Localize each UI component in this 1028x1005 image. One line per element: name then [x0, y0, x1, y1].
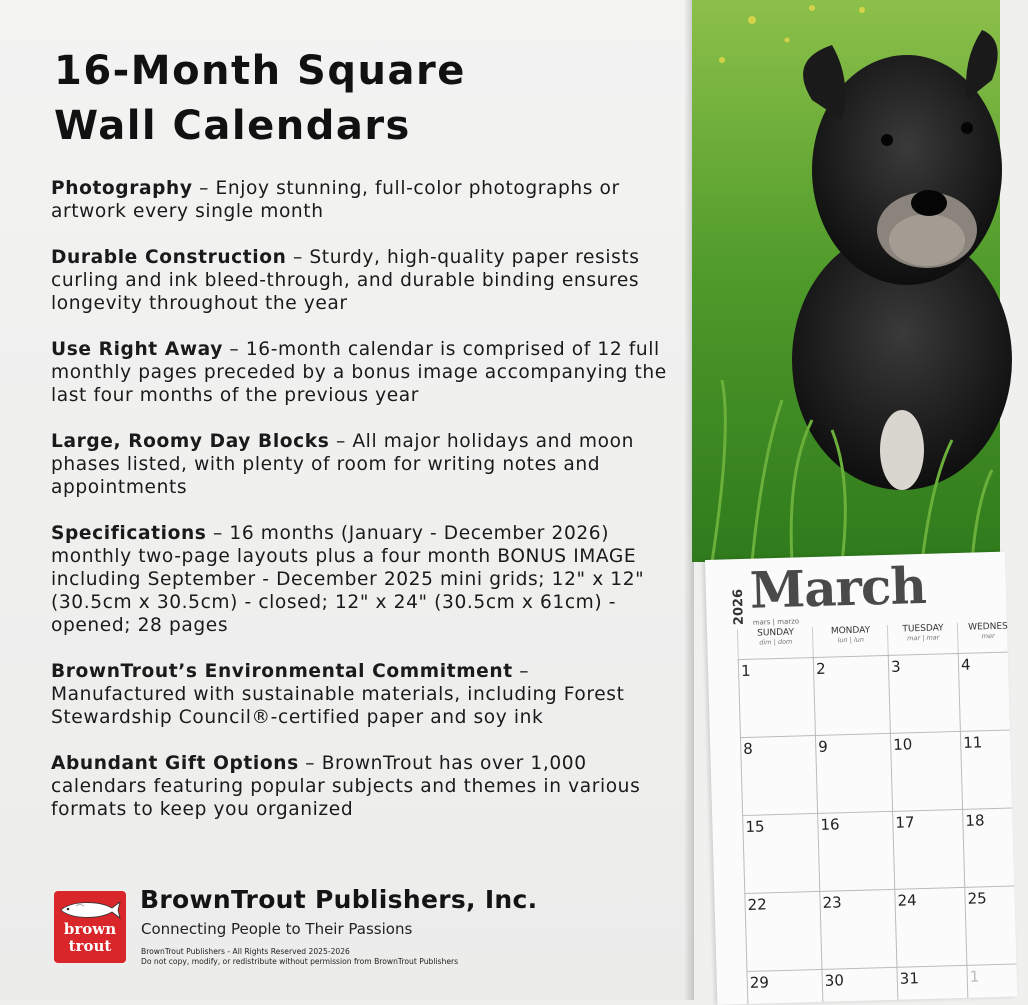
day-number: 2	[815, 659, 826, 678]
legal-line-1: BrownTrout Publishers - All Rights Reserved 2025-2026	[141, 947, 350, 956]
day-number: 18	[965, 811, 985, 830]
puppy-photo	[692, 0, 1000, 562]
day-number: 25	[967, 889, 987, 908]
dow-sub: mar | mar	[906, 633, 940, 643]
publisher-tagline: Connecting People to Their Passions	[141, 920, 413, 938]
day-number: 3	[890, 657, 901, 676]
dow-monday	[812, 625, 889, 659]
feature-text: – 16 months (January - December 2026) monthly two-page layouts plus a four month BONUS IMAGE including September - December 2025 mini grids; 12" x 12" (30.5cm x 30.5cm) - closed; 12" x 24" (30.5cm x 61cm) - opened; 28 pages	[51, 523, 645, 636]
title-line-1: 16-Month Square	[54, 48, 466, 94]
dow-label: SUNDAY	[757, 627, 795, 639]
day-number: 30	[824, 971, 845, 990]
dow-tuesday	[887, 623, 959, 657]
feature-item	[51, 338, 671, 407]
feature-item	[51, 246, 671, 315]
feature-item	[51, 522, 671, 637]
feature-text: – Sturdy, high-quality paper resists curling and ink bleed-through, and durable binding ensures longevity throughout the year	[51, 247, 640, 314]
feature-text: – All major holidays and moon phases listed, with plenty of room for writing notes and appointments	[51, 431, 634, 498]
feature-text: – 16-month calendar is comprised of 12 full monthly pages preceded by a bonus image accompanying the last four months of the previous year	[51, 339, 667, 406]
day-number: 4	[960, 655, 971, 674]
day-number: 29	[749, 973, 770, 992]
day-number: 31	[899, 969, 920, 988]
day-number: 8	[743, 739, 754, 759]
logo-line-1: brown	[63, 920, 117, 938]
calendar-year: 2026	[730, 588, 747, 626]
feature-list	[51, 177, 671, 844]
feature-heading: BrownTrout’s Environmental Commitment	[51, 661, 513, 682]
feature-text: – BrownTrout has over 1,000 calendars featuring popular subjects and themes in various formats to keep you organized	[51, 753, 641, 820]
dow-label: MONDAY	[830, 625, 871, 637]
feature-item	[51, 752, 671, 821]
dow-sunday	[737, 627, 814, 661]
title-line-2: Wall Calendars	[54, 103, 411, 149]
dow-sub: dim | dom	[759, 637, 793, 647]
feature-heading: Use Right Away	[51, 339, 223, 360]
day-number: 16	[820, 815, 840, 834]
calendar-page	[705, 552, 1017, 1005]
feature-heading: Specifications	[51, 523, 207, 544]
feature-heading: Abundant Gift Options	[51, 753, 299, 774]
feature-text: – Enjoy stunning, full-color photographs or artwork every single month	[51, 178, 620, 222]
dow-sub: mer	[981, 631, 995, 641]
day-number: 17	[895, 813, 915, 832]
legal-line-2: Do not copy, modify, or redistribute without permission from BrownTrout Publishers	[141, 957, 459, 966]
logo-wordmark	[54, 921, 126, 955]
page-title	[54, 44, 466, 154]
schnauzer-puppy-image	[692, 0, 1000, 562]
dow-wednesday	[957, 621, 1019, 655]
browntrout-logo	[54, 891, 126, 963]
feature-heading: Durable Construction	[51, 247, 287, 268]
day-number: 15	[745, 817, 765, 836]
dow-label: WEDNES	[968, 621, 1008, 633]
feature-item	[51, 177, 671, 223]
feature-item	[51, 660, 671, 729]
dow-label: TUESDAY	[902, 623, 944, 635]
day-number: 23	[822, 893, 842, 912]
feature-heading: Large, Roomy Day Blocks	[51, 431, 330, 452]
calendar-month-sub: mars | marzo	[752, 617, 800, 627]
calendar-month: March	[749, 555, 927, 620]
feature-heading: Photography	[51, 178, 193, 199]
day-number: 1	[740, 661, 751, 681]
day-number: 24	[897, 891, 917, 910]
publisher-legal	[141, 947, 458, 967]
feature-text: – Manufactured with sustainable materials, including Forest Stewardship Council®-certified paper and soy ink	[51, 661, 625, 728]
feature-item	[51, 430, 671, 499]
day-number: 9	[818, 737, 829, 756]
dow-sub: lun | lun	[837, 635, 865, 645]
day-number: 1	[969, 967, 980, 986]
publisher-name: BrownTrout Publishers, Inc.	[140, 885, 538, 914]
logo-line-2: trout	[68, 937, 112, 955]
day-number: 22	[747, 895, 767, 914]
day-number: 11	[962, 733, 983, 752]
day-number: 10	[892, 735, 913, 754]
